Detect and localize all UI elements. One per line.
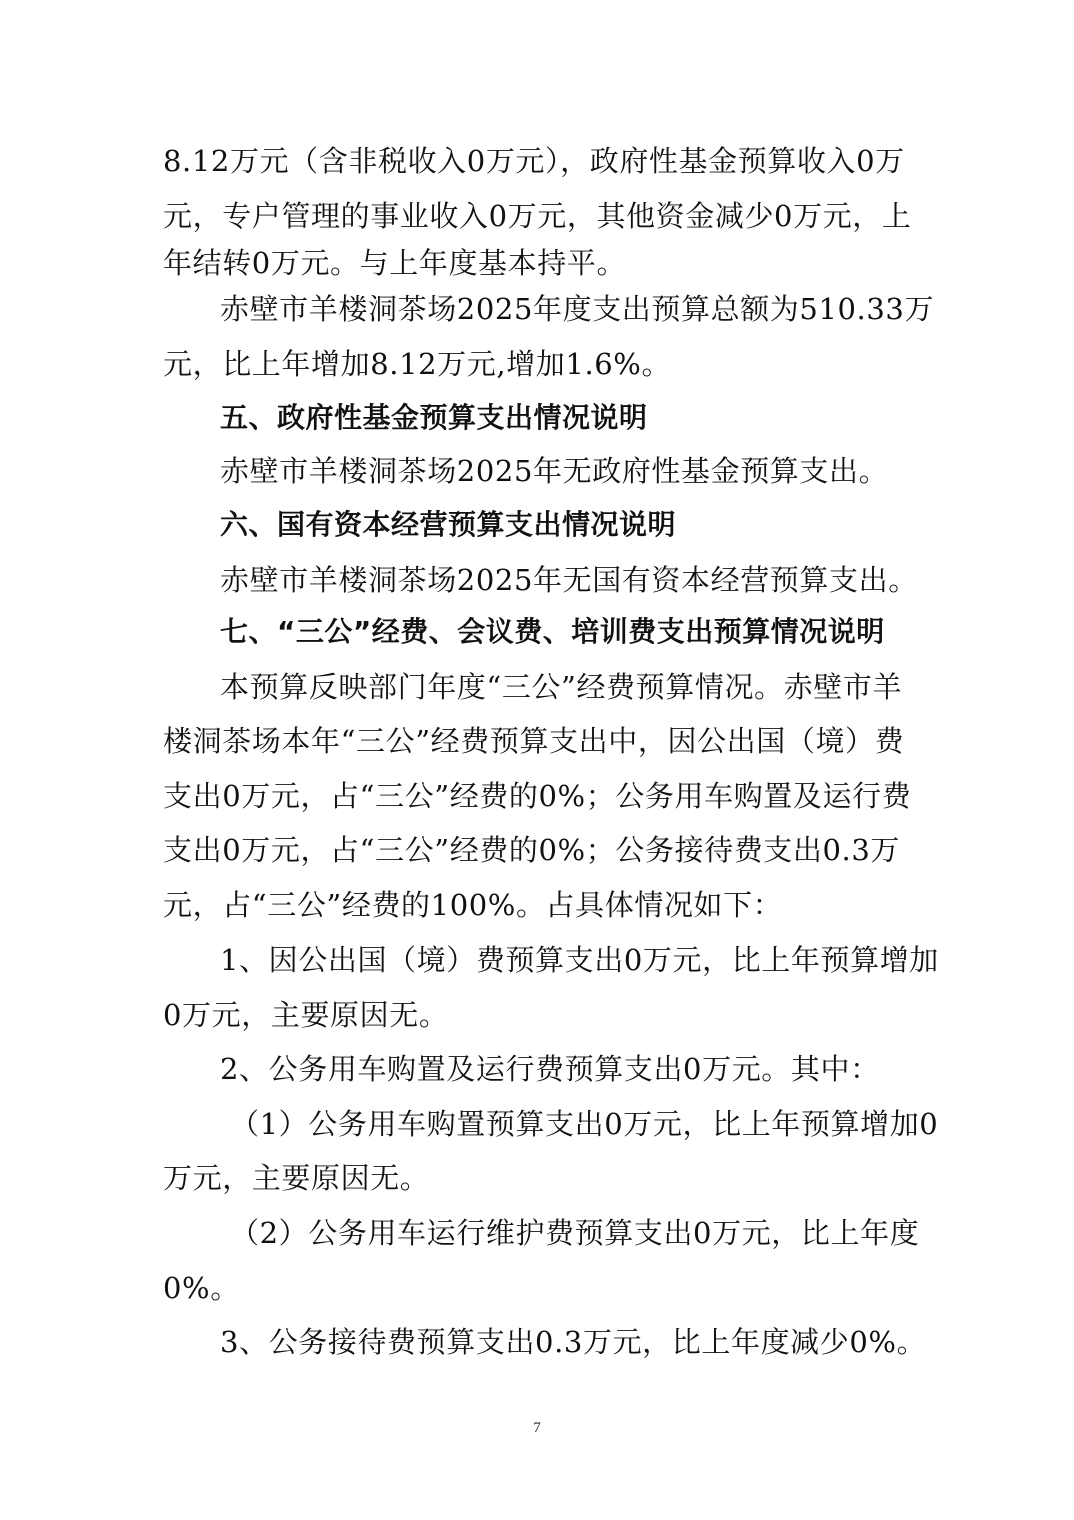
paragraph-line: 本预算反映部门年度“三公”经费预算情况。赤壁市羊 [220, 670, 903, 704]
paragraph-line: 楼洞茶场本年“三公”经费预算支出中，因公出国（境）费 [163, 724, 905, 758]
paragraph-line: 赤壁市羊楼洞茶场2025年无政府性基金预算支出。 [220, 454, 889, 488]
paragraph-line: 元，占“三公”经费的100%。占具体情况如下： [163, 888, 783, 922]
paragraph-line: 2、公务用车购置及运行费预算支出0万元。其中： [220, 1052, 880, 1086]
paragraph-line: 0%。 [163, 1271, 240, 1305]
paragraph-line: 赤壁市羊楼洞茶场2025年无国有资本经营预算支出。 [220, 563, 918, 597]
paragraph-line: 支出0万元，占“三公”经费的0%；公务接待费支出0.3万 [163, 833, 901, 867]
page-number: 7 [533, 1420, 541, 1436]
paragraph-line: 3、公务接待费预算支出0.3万元，比上年度减少0%。 [220, 1325, 927, 1359]
paragraph-line: 元，专户管理的事业收入0万元，其他资金减少0万元，上 [163, 199, 912, 233]
paragraph-line: 0万元，主要原因无。 [163, 998, 449, 1032]
section-heading-7: 七、“三公”经费、会议费、培训费支出预算情况说明 [220, 615, 885, 648]
paragraph-line: 8.12万元（含非税收入0万元），政府性基金预算收入0万 [163, 144, 905, 178]
paragraph-line: 支出0万元，占“三公”经费的0%；公务用车购置及运行费 [163, 779, 912, 813]
paragraph-line: 年结转0万元。与上年度基本持平。 [163, 246, 627, 280]
paragraph-line: 1、因公出国（境）费预算支出0万元，比上年预算增加 [220, 943, 939, 977]
paragraph-line: （1）公务用车购置预算支出0万元，比上年预算增加0 [230, 1107, 939, 1141]
paragraph-line: 万元，主要原因无。 [163, 1161, 430, 1195]
section-heading-5: 五、政府性基金预算支出情况说明 [220, 401, 648, 434]
paragraph-line: （2）公务用车运行维护费预算支出0万元，比上年度 [230, 1216, 920, 1250]
paragraph-line: 赤壁市羊楼洞茶场2025年度支出预算总额为510.33万 [220, 292, 935, 326]
section-heading-6: 六、国有资本经营预算支出情况说明 [220, 508, 677, 541]
paragraph-line: 元，比上年增加8.12万元,增加1.6%。 [163, 347, 672, 381]
